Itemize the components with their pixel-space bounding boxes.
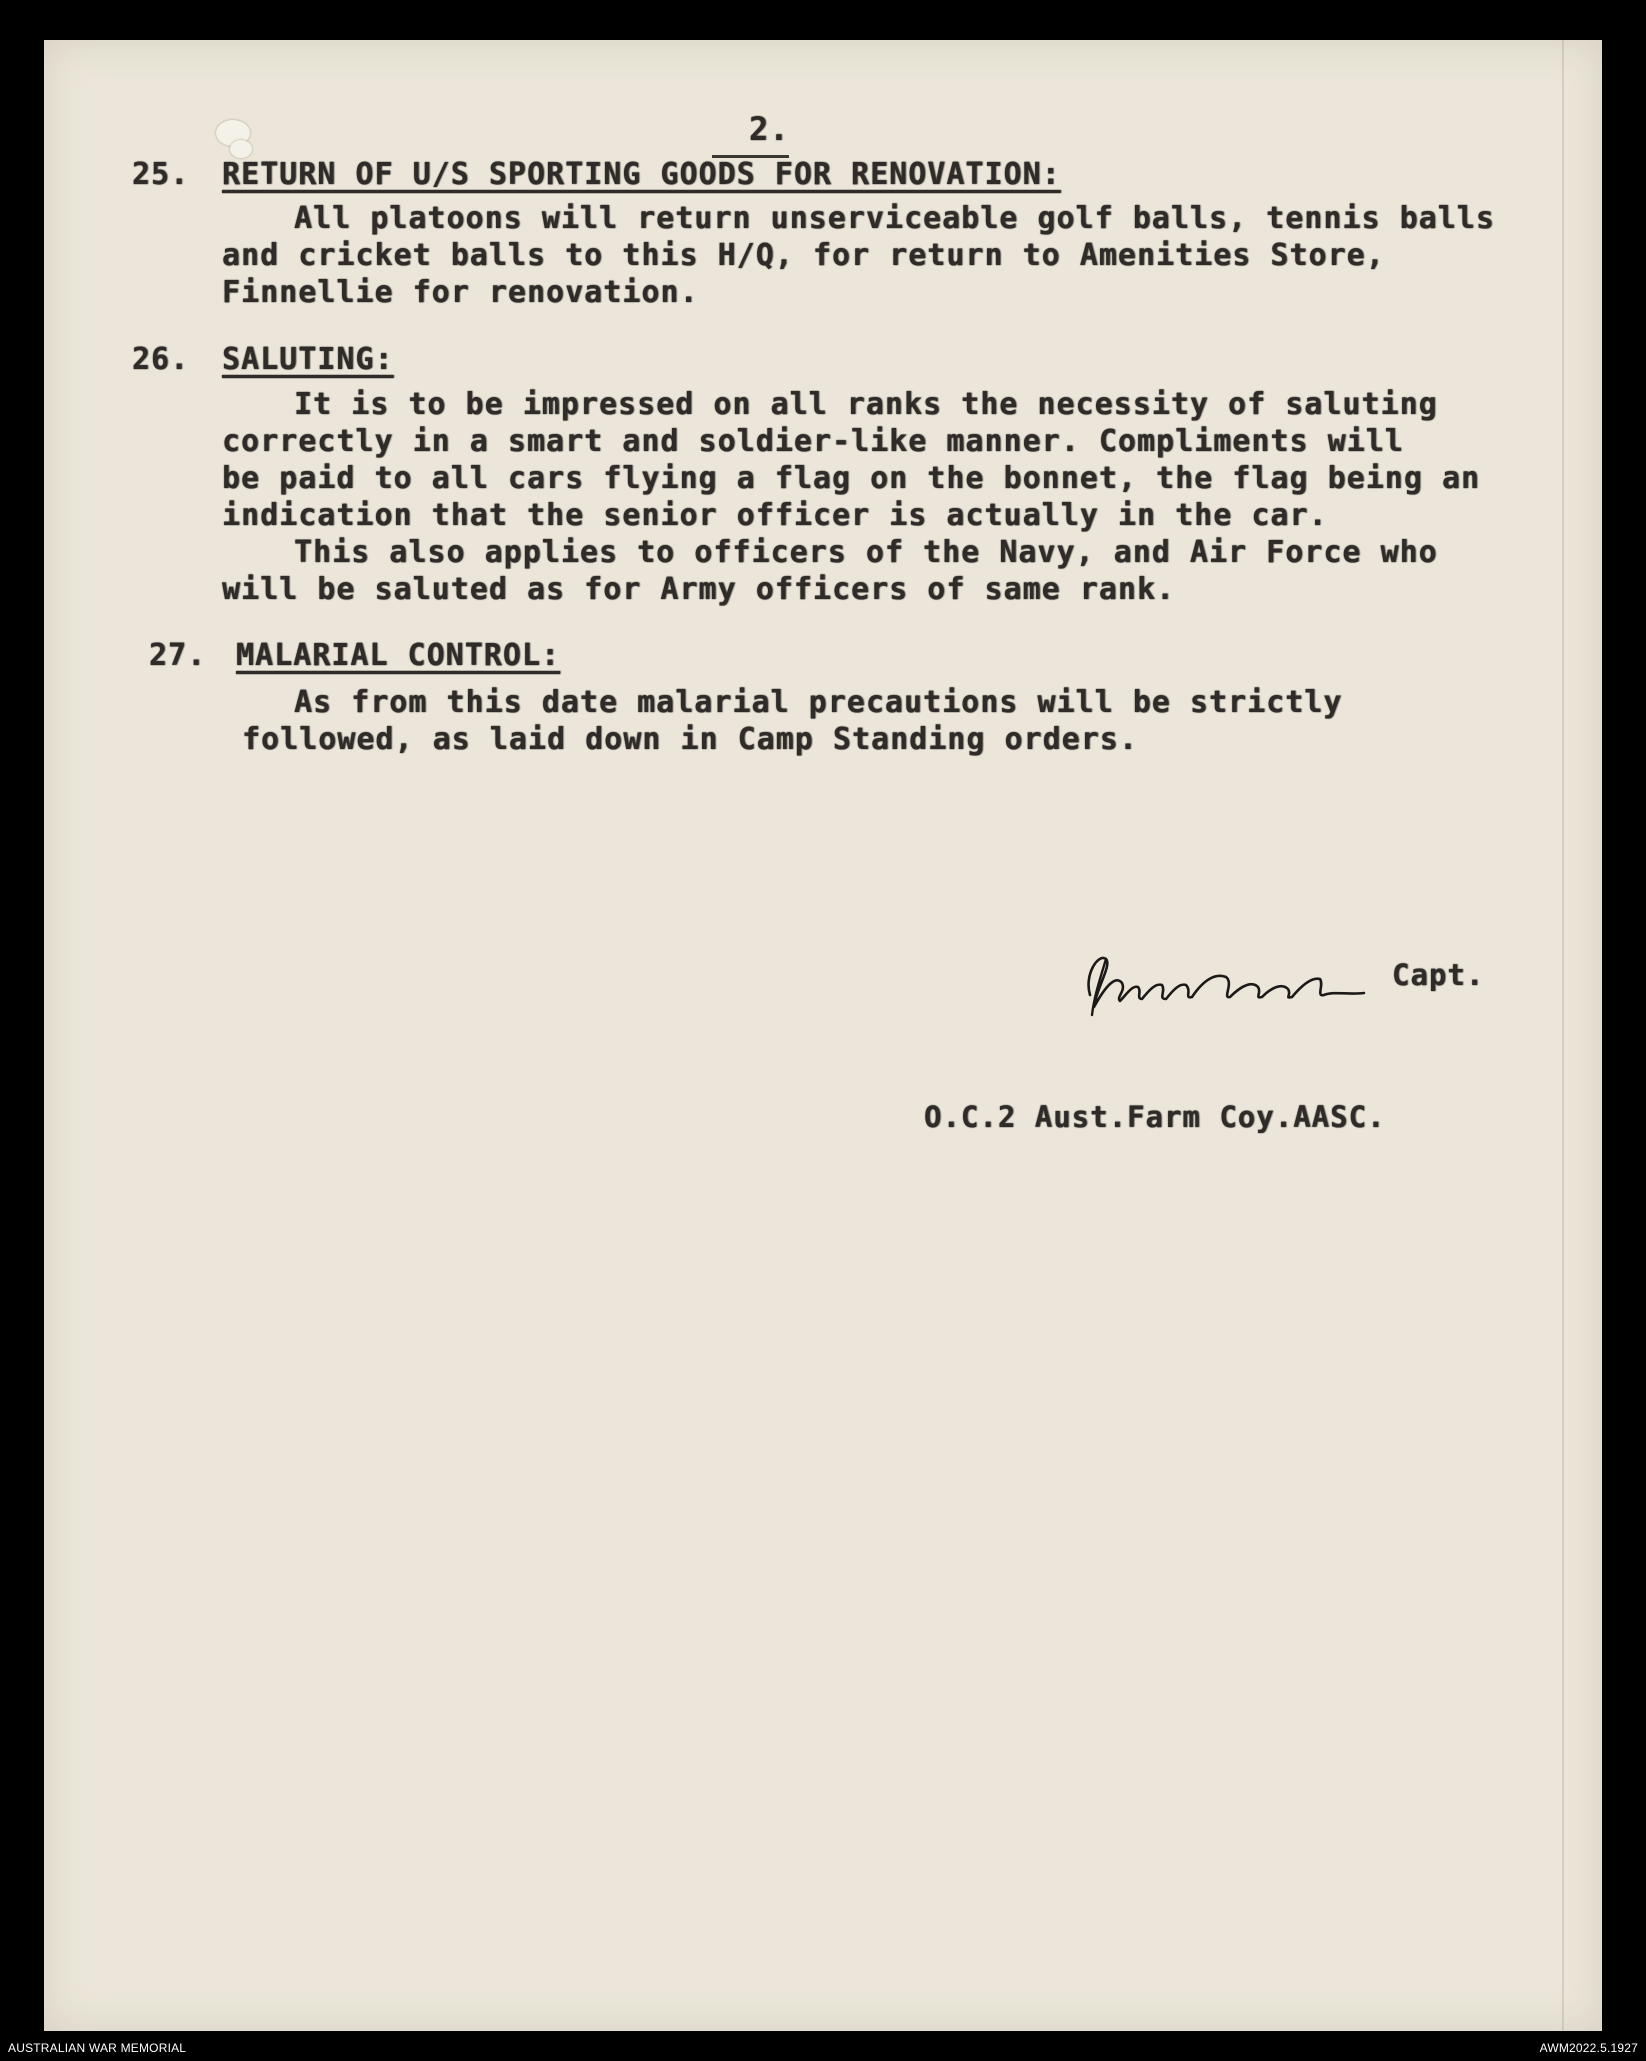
punch-hole-mark [230, 140, 252, 158]
section-25-line: Finnellie for renovation. [222, 275, 699, 310]
section-27-line: As from this date malarial precautions will be strictly [294, 685, 1343, 720]
section-26-line: correctly in a smart and soldier-like manner. Compliments will [222, 424, 1404, 459]
section-26-line: indication that the senior officer is actually in the car. [222, 498, 1328, 533]
section-26-line: This also applies to officers of the Navy, and Air Force who [294, 535, 1438, 570]
page-number: 2. [749, 110, 790, 148]
section-25-number: 25. [132, 157, 190, 192]
handwritten-signature [1076, 945, 1376, 1025]
section-27-number: 27. [149, 638, 207, 673]
document-page [44, 40, 1602, 2031]
institution-footer: AUSTRALIAN WAR MEMORIAL [8, 2041, 187, 2055]
signatory-appointment: O.C.2 Aust.Farm Coy.AASC. [924, 1100, 1386, 1134]
section-26-number: 26. [132, 342, 190, 377]
section-26-line: will be saluted as for Army officers of same rank. [222, 572, 1176, 607]
signatory-rank: Capt. [1392, 958, 1485, 992]
section-25-line: and cricket balls to this H/Q, for return to Amenities Store, [222, 238, 1385, 273]
section-27-heading: MALARIAL CONTROL: [236, 638, 561, 673]
section-27-line: followed, as laid down in Camp Standing orders. [242, 722, 1138, 757]
section-25-heading: RETURN OF U/S SPORTING GOODS FOR RENOVATION: [222, 157, 1061, 192]
section-25-line: All platoons will return unserviceable golf balls, tennis balls [294, 201, 1495, 236]
section-26-line: be paid to all cars flying a flag on the bonnet, the flag being an [222, 461, 1481, 496]
section-26-heading: SALUTING: [222, 342, 394, 377]
section-26-line: It is to be impressed on all ranks the necessity of saluting [294, 387, 1438, 422]
accession-number: AWM2022.5.1927 [1539, 2041, 1638, 2055]
